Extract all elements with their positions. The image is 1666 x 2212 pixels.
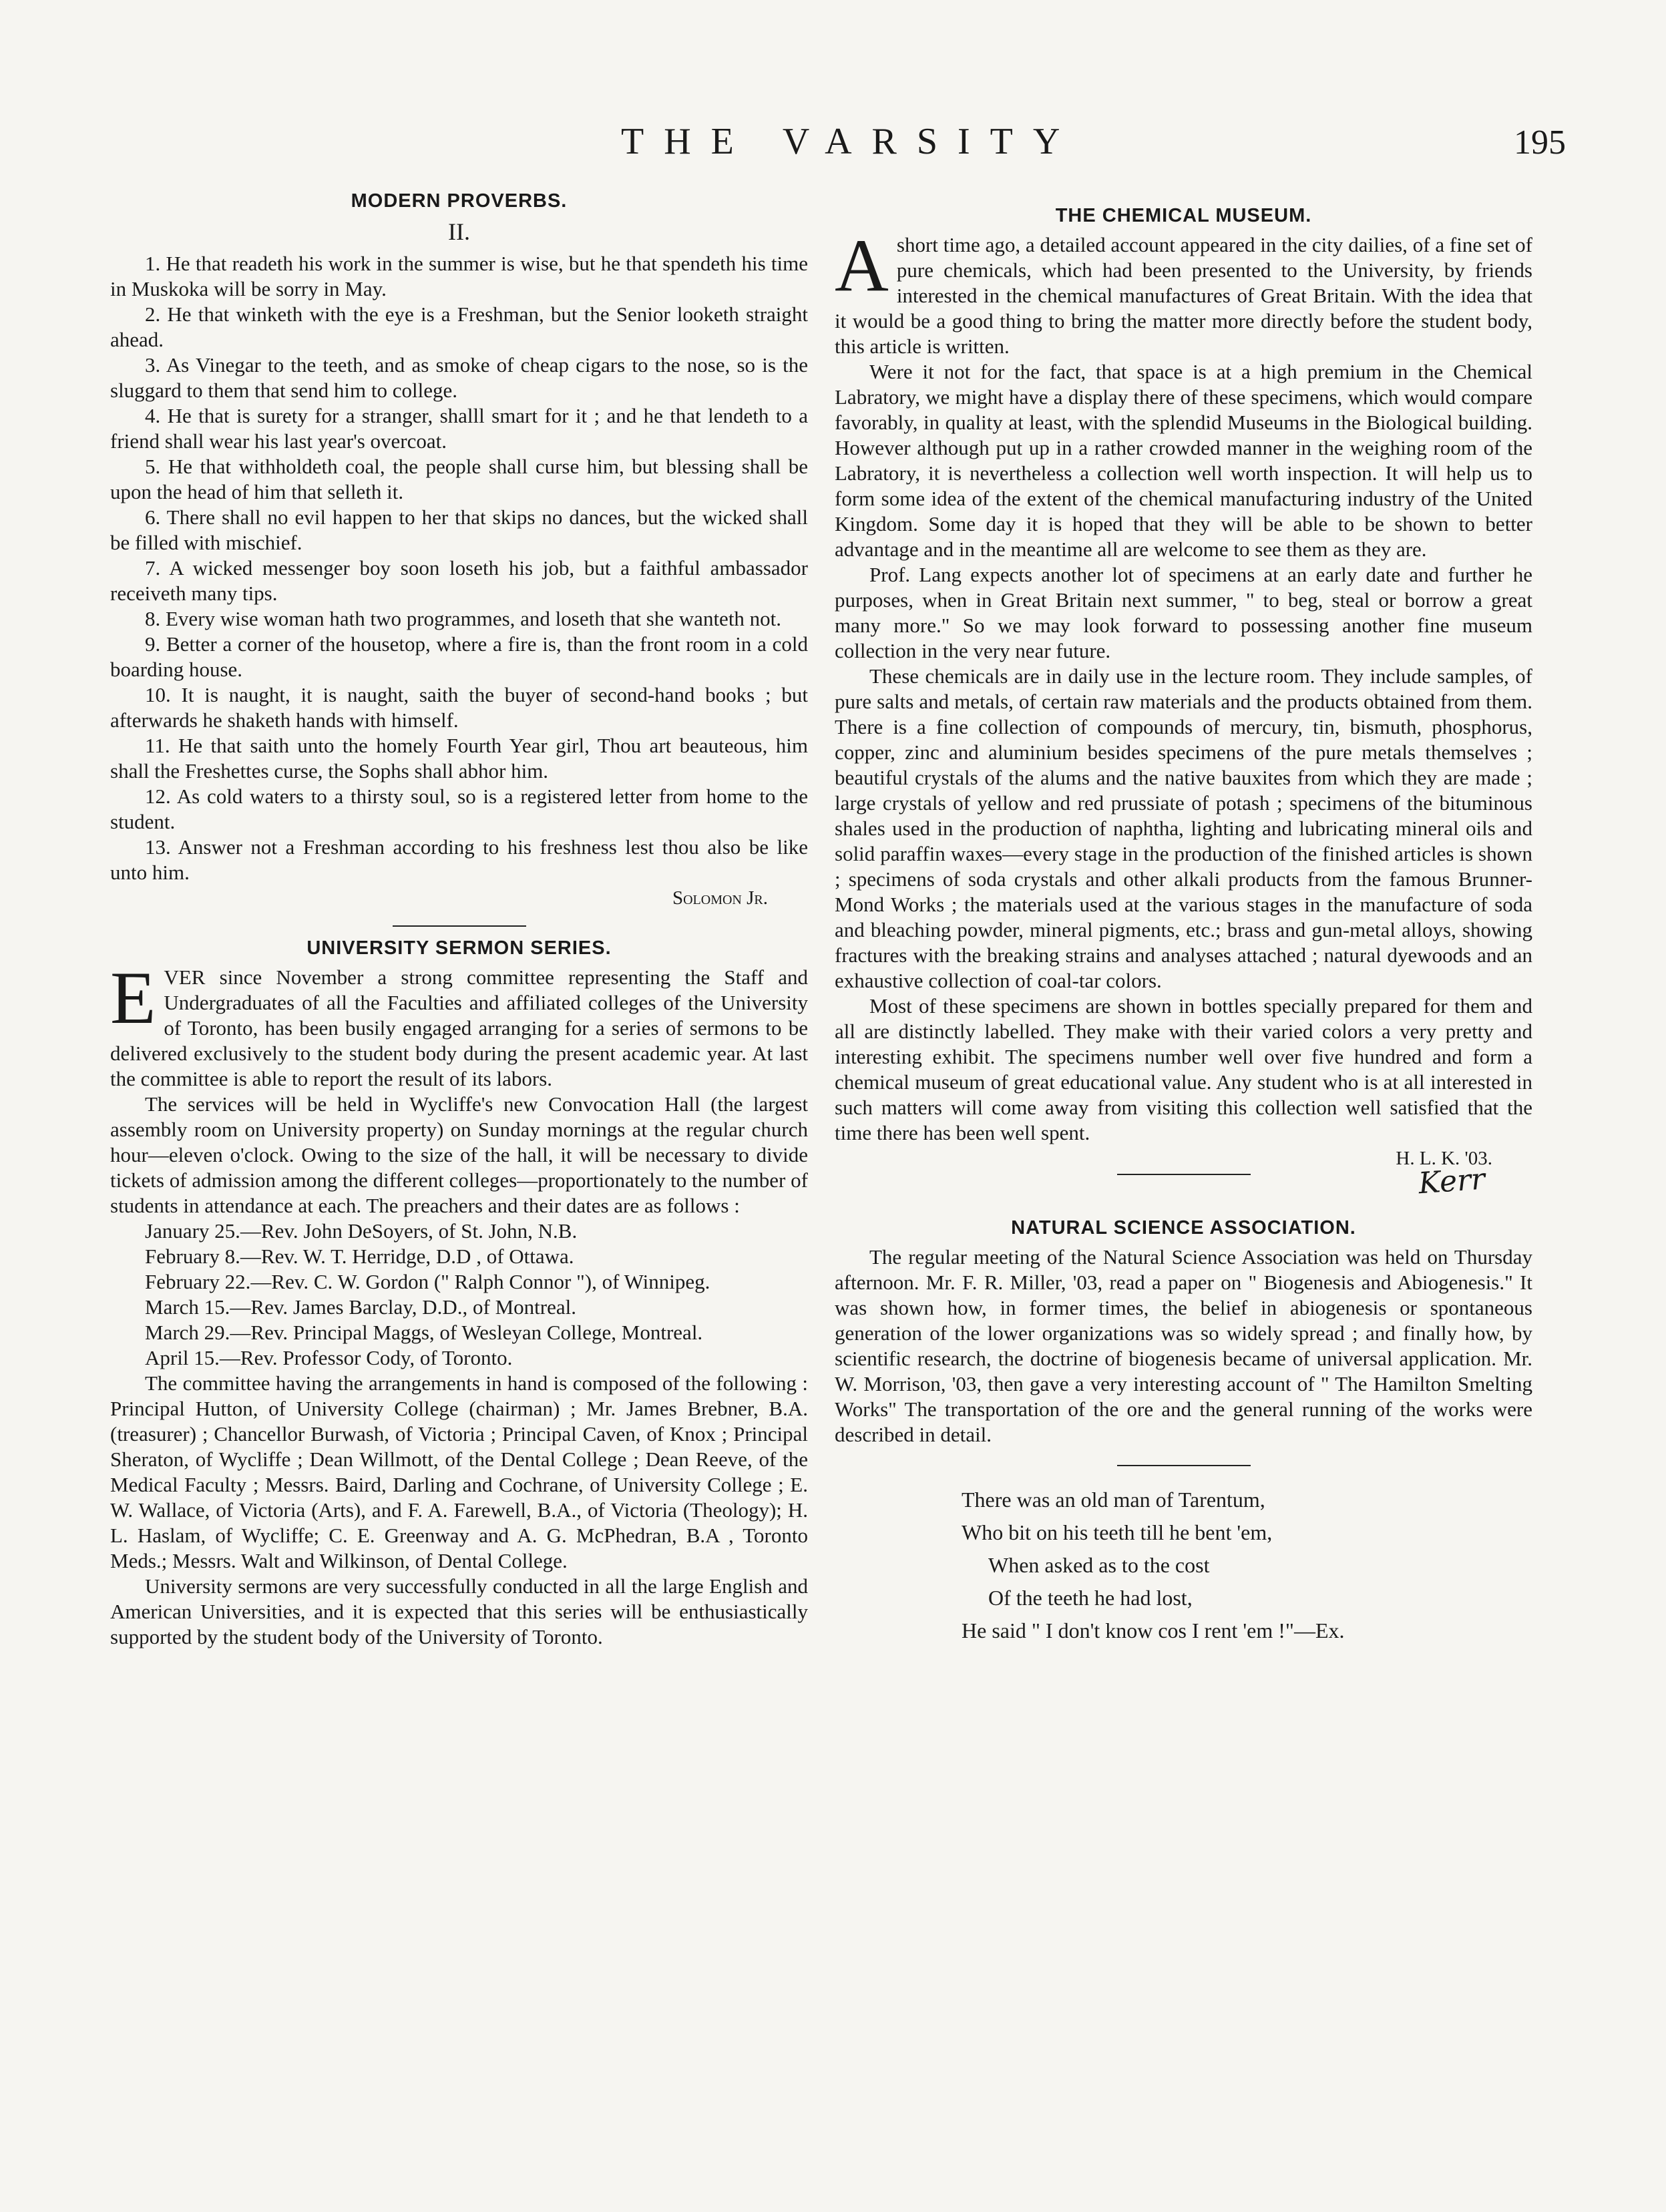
nsa-title: NATURAL SCIENCE ASSOCIATION. xyxy=(1011,1217,1356,1239)
proverb-item: 5. He that withholdeth coal, the people shall curse him, but blessing shall be upon the head of him that selleth it. xyxy=(110,455,808,503)
sermons-committee: The committee having the arrangements in hand is composed of the following : Principal Hutton, of University College (chairman) ; Mr. James Brebner, B.A. (treasurer) ; Chancellor Burwash, of Victoria ; Principal Caven, of Knox ; Principal Sheraton, of Wycliffe ; Dean Willmott, of the Dental College ; Dean Reeve, of the Medical Faculty ; Messrs. Baird, Darling and Cochrane, of University College ; E. W. Wallace, of Victoria (Arts), and F. A. Farewell, B.A., of Victoria (Theology); H. L. Haslam, of Wycliffe; C. E. Greenway and A. G. McPhedran, B.A , Toronto Meds.; Messrs. Walt and Wilkinson, of Dental College. xyxy=(110,1371,808,1572)
proverb-item: 8. Every wise woman hath two programmes, and loseth that she wanteth not. xyxy=(145,607,782,630)
sermons-title: UNIVERSITY SERMON SERIES. xyxy=(306,937,612,959)
right-column xyxy=(835,190,1532,1647)
proverbs-signature: Solomon Jr. xyxy=(672,887,768,909)
poem-line: He said " I don't know cos I rent 'em !"—Ex. xyxy=(962,1618,1345,1642)
proverb-item: 2. He that winketh with the eye is a Freshman, but the Senior looketh straight ahead. xyxy=(110,302,808,351)
sermon-date: March 15.—Rev. James Barclay, D.D., of Montreal. xyxy=(145,1295,576,1319)
museum-paragraph: Prof. Lang expects another lot of specimens at an early date and further he purposes, when in Great Britain next summer, " to beg, steal or borrow a great many more." So we may look forward to possessing another fine museum collection in the very near future. xyxy=(835,563,1532,662)
sermons-intro-text: VER since November a strong committee representing the Staff and Undergraduates of all the Faculties and affiliated colleges of the University of Toronto, has been busily engaged arranging for a series of sermons to be delivered exclusively to the student body during the present academic year. At last the committee is able to report the result of its labors. xyxy=(110,965,808,1090)
section-divider xyxy=(393,925,526,927)
sermon-date: January 25.—Rev. John DeSoyers, of St. John, N.B. xyxy=(145,1219,578,1243)
dropcap-letter: A xyxy=(835,224,889,307)
section-divider xyxy=(1117,1174,1251,1175)
proverb-item: 13. Answer not a Freshman according to his freshness lest thou also be like unto him. xyxy=(110,835,808,884)
proverbs-subtitle: II. xyxy=(448,218,470,245)
museum-article xyxy=(835,205,1532,1171)
sermon-date: February 22.—Rev. C. W. Gordon (" Ralph Connor "), of Winnipeg. xyxy=(145,1270,710,1293)
museum-paragraph-text: short time ago, a detailed account appeared in the city dailies, of a fine set of pure chemicals, which had been presented to the University, by friends interested in the chemical manufactures of Great Britain. With the idea that it would be a good thing to bring the matter more directly before the student body, this article is written. xyxy=(835,233,1532,358)
proverb-item: 12. As cold waters to a thirsty soul, so is a registered letter from home to the student. xyxy=(110,785,808,833)
sermon-date: February 8.—Rev. W. T. Herridge, D.D , of Ottawa. xyxy=(145,1245,574,1268)
page-number: 195 xyxy=(1514,124,1566,162)
proverb-item: 1. He that readeth his work in the summer is wise, but he that spendeth his time in Muskoka will be sorry in May. xyxy=(110,252,808,300)
museum-signature: H. L. K. '03. xyxy=(1396,1148,1492,1169)
poem-line: When asked as to the cost xyxy=(988,1553,1210,1577)
poem-line: Who bit on his teeth till he bent 'em, xyxy=(962,1520,1273,1544)
limerick xyxy=(962,1484,1532,1647)
museum-title: THE CHEMICAL MUSEUM. xyxy=(1055,205,1312,226)
nsa-article xyxy=(835,1217,1532,1448)
proverb-item: 4. He that is surety for a stranger, shalll smart for it ; and he that lendeth to a friend shall wear his last year's overcoat. xyxy=(110,404,808,453)
museum-paragraph xyxy=(835,224,1532,359)
masthead: THE VARSITY xyxy=(621,121,1080,162)
museum-paragraph: Most of these specimens are shown in bottles specially prepared for them and all are distinctly labelled. They make with their varied colors a very pretty and interesting exhibit. The specimens number well over five hundred and form a chemical museum of great educational value. Any student who is at all interested in such matters will come away from visiting this collection well satisfied that the time there has been well spent. xyxy=(835,994,1532,1144)
proverb-item: 3. As Vinegar to the teeth, and as smoke of cheap cigars to the nose, so is the sluggard to them that send him to college. xyxy=(110,353,808,402)
sermons-services: The services will be held in Wycliffe's new Convocation Hall (the largest assembly room on University property) on Sunday mornings at the regular church hour—eleven o'clock. Owing to the size of the hall, it will be necessary to divide tickets of admission among the different colleges—proportionately to the number of students in attendance at each. The preachers and their dates are as follows : xyxy=(110,1092,808,1217)
handwritten-signature: Kerr xyxy=(1417,1162,1486,1201)
sermons-intro xyxy=(110,957,808,1092)
proverbs-title: MODERN PROVERBS. xyxy=(351,190,568,212)
proverbs-article xyxy=(110,190,808,911)
poem-line: There was an old man of Tarentum, xyxy=(962,1488,1265,1512)
museum-paragraph: These chemicals are in daily use in the lecture room. They include samples, of pure salts and metals, of certain raw materials and the products obtained from them. There is a fine collection of compounds of mercury, tin, bismuth, phosphorus, copper, zinc and aluminium besides specimens of the pure metals themselves ; beautiful crystals of the alums and the native bauxites from which they are made ; large crystals of yellow and red prussiate of potash ; specimens of the bituminous shales used in the production of naphtha, lighting and lubricating mineral oils and solid paraffin waxes—every stage in the production of the finished articles is shown ; specimens of soda crystals and other alkali products from the famous Brunner-Mond Works ; the materials used at the various stages in the manufacture of soda and bleaching powder, mineral pigments, etc.; brass and gun-metal alloys, showing fractures with the breaking strains and analyses attached ; natural dyewoods and an exhaustive collection of coal-tar colors. xyxy=(835,664,1532,992)
sermon-date: April 15.—Rev. Professor Cody, of Toronto. xyxy=(145,1346,513,1369)
nsa-body: The regular meeting of the Natural Science Association was held on Thursday afternoon. Mr. F. R. Miller, '03, read a paper on " Biogenesis and Abiogenesis." It was shown how, in former times, the belief in abiogenesis or spontaneous generation of the lower organizations was so widely spread ; and finally how, by scientific research, the doctrine of biogenesis became of universal application. Mr. W. Morrison, '03, then gave a very interesting account of " The Hamilton Smelting Works" The transportation of the ore and the general running of the works were described in detail. xyxy=(835,1245,1532,1446)
museum-paragraph: Were it not for the fact, that space is at a high premium in the Chemical Labratory, we might have a display there of these specimens, which would compare favorably, in quality at least, with the splendid Museums in the Biological building. However although put up in a rather crowded manner in the weighing room of the Labratory, it is nevertheless a collection well worth inspection. It will help us to form some idea of the extent of the chemical manufacturing industry of the United Kingdom. Some day it is hoped that they will be able to be shown to better advantage and in the meantime all are welcome to see them as they are. xyxy=(835,360,1532,561)
page-header xyxy=(0,120,1666,174)
proverb-item: 6. There shall no evil happen to her that skips no dances, but the wicked shall be filled with mischief. xyxy=(110,505,808,554)
left-column xyxy=(110,190,808,1650)
sermons-closing: University sermons are very successfully conducted in all the large English and American Universities, and it is expected that this series will be enthusiastically supported by the student body of the University of Toronto. xyxy=(110,1574,808,1648)
proverb-item: 11. He that saith unto the homely Fourth Year girl, Thou art beauteous, him shall the Freshettes curse, the Sophs shall abhor him. xyxy=(110,734,808,783)
section-divider xyxy=(1117,1465,1251,1466)
proverb-item: 7. A wicked messenger boy soon loseth his job, but a faithful ambassador receiveth many tips. xyxy=(110,556,808,605)
poem-line: Of the teeth he had lost, xyxy=(988,1586,1193,1610)
proverb-item: 9. Better a corner of the housetop, where a fire is, than the front room in a cold boarding house. xyxy=(110,632,808,681)
sermons-article xyxy=(110,937,808,1650)
dropcap-letter: E xyxy=(110,957,156,1040)
sermon-date: March 29.—Rev. Principal Maggs, of Wesleyan College, Montreal. xyxy=(145,1321,703,1344)
proverb-item: 10. It is naught, it is naught, saith the buyer of second-hand books ; but afterwards he shaketh hands with himself. xyxy=(110,683,808,732)
